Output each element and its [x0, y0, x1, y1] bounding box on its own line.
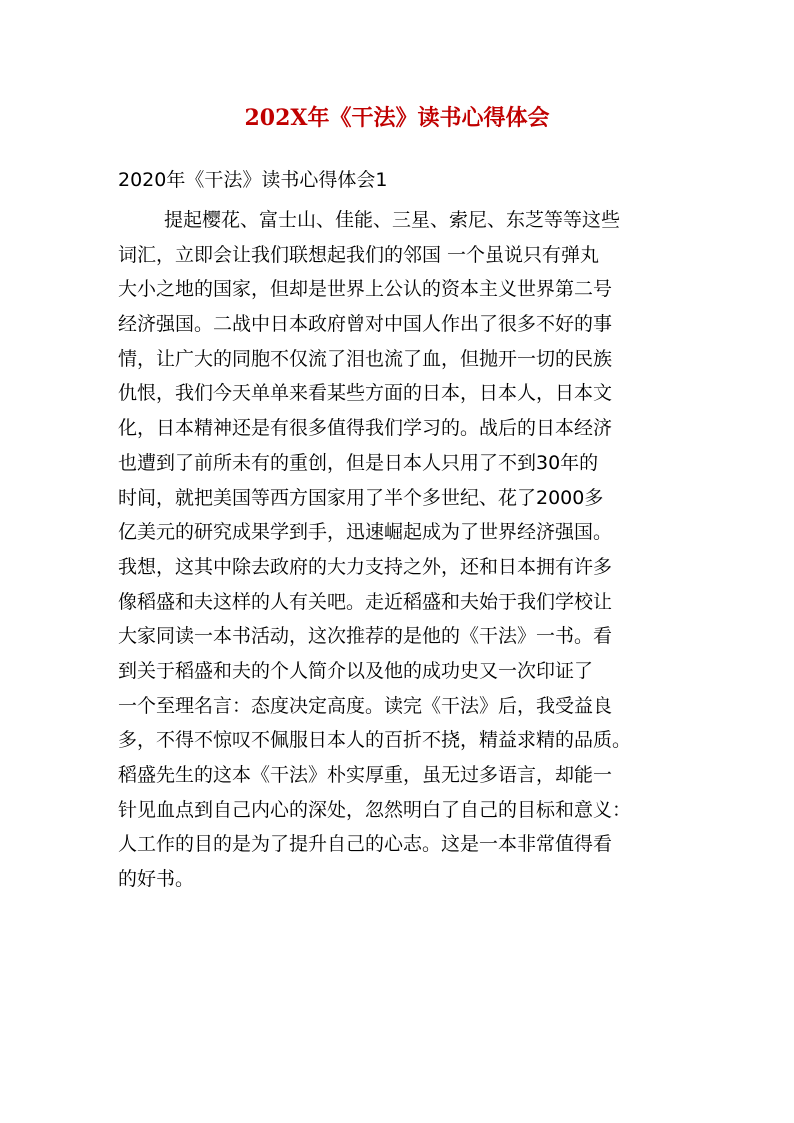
paragraph-line: 人工作的目的是为了提升自己的心志。这是一本非常值得看	[118, 833, 613, 856]
paragraph-line: 时间，就把美国等西方国家用了半个多世纪、花了2000多	[118, 486, 604, 509]
paragraph-line: 提起樱花、富士山、佳能、三星、索尼、东芝等等这些	[164, 209, 621, 231]
paragraph-line: 到关于稻盛和夫的个人简介以及他的成功史又一次印证了	[118, 659, 594, 682]
paragraph-line: 的好书。	[118, 868, 195, 891]
paragraph-line: 像稻盛和夫这样的人有关吧。走近稻盛和夫始于我们学校让	[118, 590, 613, 613]
paragraph-line: 化，日本精神还是有很多值得我们学习的。战后的日本经济	[118, 417, 613, 440]
paragraph-line: 一个至理名言：态度决定高度。读完《干法》后，我受益良	[118, 694, 613, 717]
paragraph-line: 也遭到了前所未有的重创，但是日本人只用了不到30年的	[118, 451, 599, 474]
paragraph-line: 多，不得不惊叹不佩服日本人的百折不挠，精益求精的品质。	[118, 729, 632, 752]
body-paragraph	[118, 203, 688, 897]
section-heading: 2020年《干法》读书心得体会1	[118, 169, 388, 191]
paragraph-line: 我想，这其中除去政府的大力支持之外，还和日本拥有许多	[118, 555, 613, 578]
paragraph-line: 仇恨，我们今天单单来看某些方面的日本，日本人，日本文	[118, 382, 613, 405]
paragraph-line: 大小之地的国家，但却是世界上公认的资本主义世界第二号	[118, 278, 613, 301]
paragraph-line: 情，让广大的同胞不仅流了泪也流了血，但抛开一切的民族	[118, 347, 613, 370]
paragraph-line: 亿美元的研究成果学到手，迅速崛起成为了世界经济强国。	[118, 521, 613, 544]
paragraph-line: 针见血点到自己内心的深处，忽然明白了自己的目标和意义：	[118, 798, 632, 821]
paragraph-line: 词汇，立即会让我们联想起我们的邻国 一个虽说只有弹丸	[118, 243, 600, 266]
paragraph-line: 稻盛先生的这本《干法》朴实厚重，虽无过多语言，却能一	[118, 764, 613, 786]
paragraph-line: 经济强国。二战中日本政府曾对中国人作出了很多不好的事	[118, 313, 613, 336]
paragraph-line: 大家同读一本书活动，这次推荐的是他的《干法》一书。看	[118, 625, 613, 648]
document-title: 202X年《干法》读书心得体会	[244, 105, 550, 131]
